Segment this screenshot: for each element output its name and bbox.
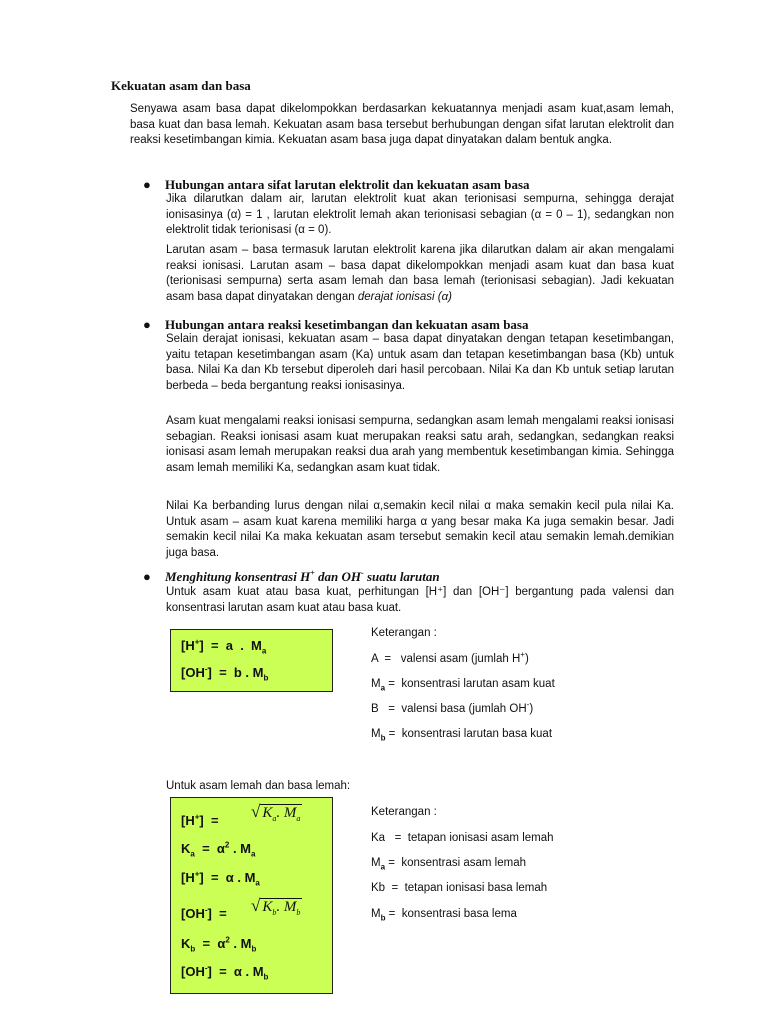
bullet-icon: ● bbox=[143, 317, 151, 332]
bullet-icon: ● bbox=[143, 569, 151, 584]
formula-kb: $K_b = \alpha^2$ . $M_b$ bbox=[181, 935, 257, 954]
weak-intro: Untuk asam lemah dan basa lemah: bbox=[166, 780, 351, 792]
electrolyte-paragraph-2 bbox=[166, 243, 674, 305]
electrolyte-paragraph-1: Jika dilarutkan dalam air, larutan elektrolit kuat akan terionisasi sempurna, sehingga derajat ionisasinya (α) = 1 , larutan elektrolit lemah akan terionisasi sebagian (α = 0 – 1), sedangkan non elektrolit tidak terionisasi (α = 0). bbox=[166, 193, 674, 236]
intro-paragraph: Senyawa asam basa dapat dikelompokkan berdasarkan kekuatannya menjadi asam kuat,asam lemah, basa kuat dan basa lemah. Kekuatan asam basa tersebut berhubungan dengan sifat larutan elektrolit dan reaksi kesetimbangan kimia. Kekuatan asam basa juga dapat dinyatakan dalam bentuk angka. bbox=[130, 103, 674, 146]
equilibrium-paragraph-1: Selain derajat ionisasi, kekuatan asam – basa dapat dinyatakan dengan tetapan kesetimbangan, yaitu tetapan kesetimbangan asam (Ka) untuk asam dan tetapan kesetimbangan basa (Kb) untuk basa. Nilai Ka dan Kb tersebut diperoleh dari hasil percobaan. Nilai Ka dan Kb untuk setiap larutan berbeda – beda bergantung reaksi ionisasinya. bbox=[166, 333, 674, 392]
section-title: Kekuatan asam dan basa bbox=[111, 78, 251, 93]
legend-row-a: A = valensi asam (jumlah H+) bbox=[371, 650, 529, 665]
legend-row-mb: $M_b$ = konsentrasi larutan basa kuat bbox=[371, 728, 553, 743]
bullet-heading-electrolyte bbox=[143, 177, 530, 193]
bullet-heading-equilibrium bbox=[143, 317, 529, 333]
formula-h-weak-root: [H+] = bbox=[181, 812, 219, 828]
p2-text: Larutan asam – basa termasuk larutan elektrolit karena jika dilarutkan dalam air akan mengalami reaksi ionisasi. Larutan asam – basa dapat dikelompokkan menjadi asam kuat dan basa kuat (terionisasi sempurna) serta asam lemah dan basa lemah (terionisasi sebagian). Jadi kekuatan asam basa dapat dinyatakan dengan bbox=[166, 244, 674, 303]
heading-text: Hubungan antara reaksi kesetimbangan dan kekuatan asam basa bbox=[165, 317, 529, 332]
equilibrium-paragraph-2: Asam kuat mengalami reaksi ionisasi sempurna, sedangkan asam lemah mengalami reaksi ionisasi sebagian. Reaksi ionisasi asam kuat merupakan reaksi satu arah, sedangkan, sedangkan reaksi ionisasi asam lemah merupakan reaksi dua arah yang membentuk kesetimbangan kimia. Sehingga asam lemah memiliki Ka, sedangkan asam kuat tidak. bbox=[166, 415, 674, 474]
concentration-paragraph: Untuk asam kuat atau basa kuat, perhitungan [H⁺] dan [OH⁻] bergantung pada valensi dan konsentrasi larutan asam kuat atau basa kuat. bbox=[166, 586, 674, 614]
legend-title-strong: Keterangan : bbox=[371, 627, 437, 639]
strong-formula-box bbox=[170, 629, 333, 692]
bullet-heading-concentration: ● Menghitung konsentrasi H+ dan OH- suatu larutan bbox=[143, 568, 440, 584]
formula-h-alpha: [H+] = α . $M_a$ bbox=[181, 869, 260, 888]
formula-oh-alpha: [OH-] = α . $M_b$ bbox=[181, 963, 269, 982]
formula-oh-strong: [OH-] = b . $M_b$ bbox=[181, 664, 269, 683]
legend-row-mb-weak: $M_b$ = konsentrasi basa lema bbox=[371, 908, 517, 923]
legend-row-ma-weak: $M_a$ = konsentrasi asam lemah bbox=[371, 857, 526, 872]
legend-row-ma: $M_a$ = konsentrasi larutan asam kuat bbox=[371, 678, 555, 693]
formula-oh-weak-root: [OH-] = bbox=[181, 905, 227, 921]
legend-row-b: B = valensi basa (jumlah OH-) bbox=[371, 700, 534, 715]
radical-ka-ma: √ $K_a$. $M_a$ bbox=[251, 802, 301, 823]
formula-ka: $K_a = \alpha^2$ . $M_a$ bbox=[181, 840, 256, 859]
heading-text: Hubungan antara sifat larutan elektrolit dan kekuatan asam basa bbox=[165, 177, 530, 192]
radical-kb-mb: √ $K_b$. $M_b$ bbox=[251, 896, 301, 917]
p2-italic: derajat ionisasi (α) bbox=[357, 290, 452, 303]
legend-row-ka: Ka = tetapan ionisasi asam lemah bbox=[371, 832, 554, 844]
equilibrium-paragraph-3: Nilai Ka berbanding lurus dengan nilai α,semakin kecil nilai α maka semakin kecil pula nilai Ka. Untuk asam – asam kuat karena memiliki harga α yang besar maka Ka juga semakin besar. Jadi semakin kecil nilai Ka maka kekuatan asam tersebut semakin kecil atau semakin lemah.demikian juga basa. bbox=[166, 500, 674, 559]
formula-h-strong: [H+] = a . $M_a$ bbox=[181, 637, 267, 656]
legend-title-weak: Keterangan : bbox=[371, 806, 437, 818]
legend-row-kb: Kb = tetapan ionisasi basa lemah bbox=[371, 882, 548, 894]
weak-formula-box bbox=[170, 797, 333, 994]
bullet-icon: ● bbox=[143, 177, 151, 192]
